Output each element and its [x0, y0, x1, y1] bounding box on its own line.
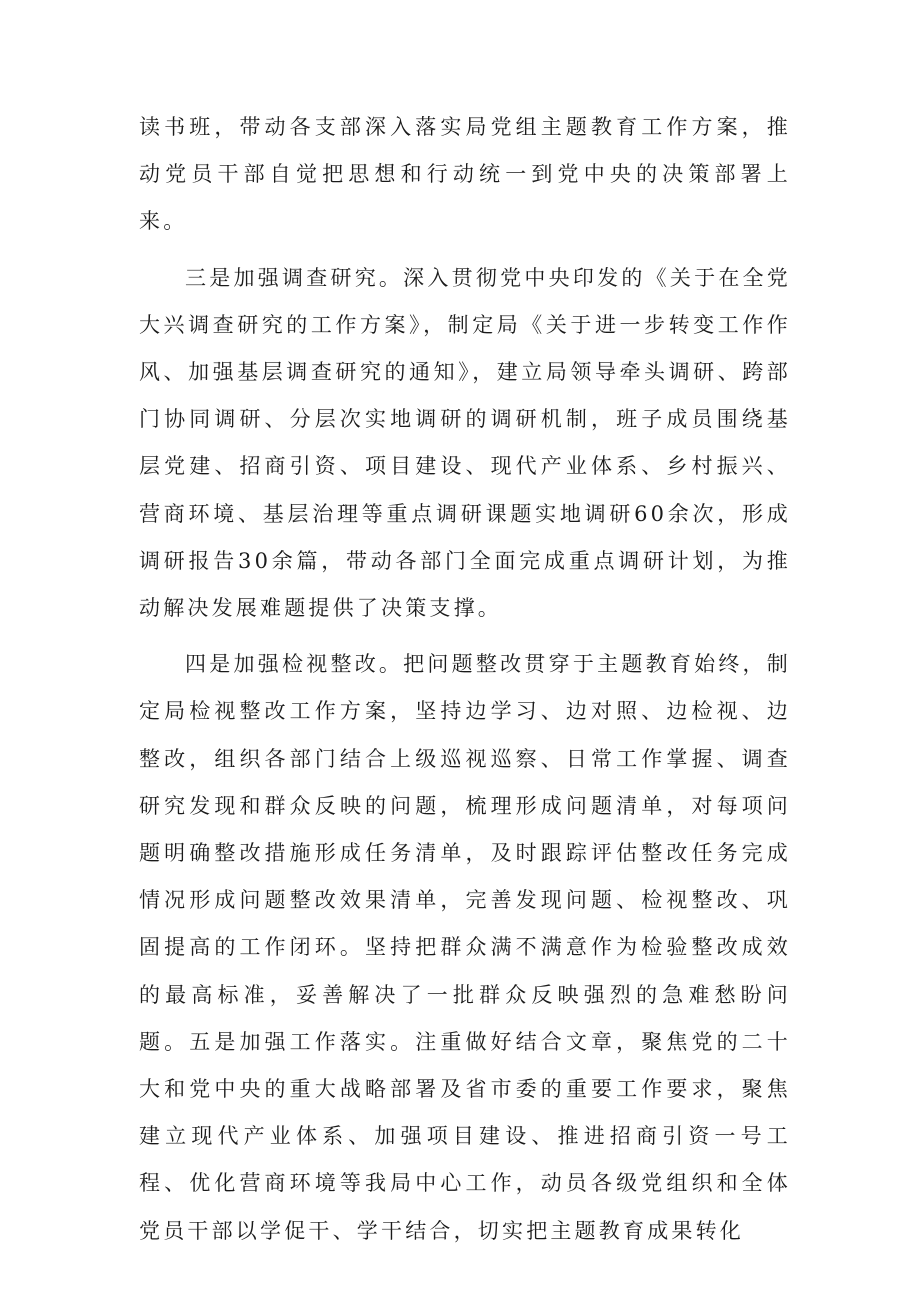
paragraph-rectification: 四是加强检视整改。把问题整改贯穿于主题教育始终，制定局检视整改工作方案，坚持边学习、边对照、边检视、边整改，组织各部门结合上级巡视巡察、日常工作掌握、调查研究发现和群众反映的问题，梳理形成问题清单，对每项问题明确整改措施形成任务清单，及时跟踪评估整改任务完成情况形成问题整改效果清单，完善发现问题、检视整改、巩固提高的工作闭环。坚持把群众满不满意作为检验整改成效的最高标准，妥善解决了一批群众反映强烈的急难愁盼问题。五是加强工作落实。注重做好结合文章，聚焦党的二十大和党中央的重大战略部署及省市委的重要工作要求，聚焦建立现代产业体系、加强项目建设、推进招商引资一号工程、优化营商环境等我局中心工作，动员各级党组织和全体党员干部以学促干、学干结合，切实把主题教育成果转化	[139, 652, 791, 1243]
paragraph-research: 三是加强调查研究。深入贯彻党中央印发的《关于在全党大兴调查研究的工作方案》，制定局《关于进一步转变工作作风、加强基层调查研究的通知》，建立局领导牵头调研、跨部门协同调研、分层次实地调研的调研机制，班子成员围绕基层党建、招商引资、项目建设、现代产业体系、乡村振兴、营商环境、基层治理等重点调研课题实地调研60余次，形成调研报告30余篇，带动各部门全面完成重点调研计划，为推动解决发展难题提供了决策支撑。	[139, 265, 791, 621]
paragraph-reading-class: 读书班，带动各支部深入落实局党组主题教育工作方案，推动党员干部自觉把思想和行动统一到党中央的决策部署上来。	[139, 115, 791, 234]
document-body	[139, 104, 791, 1255]
